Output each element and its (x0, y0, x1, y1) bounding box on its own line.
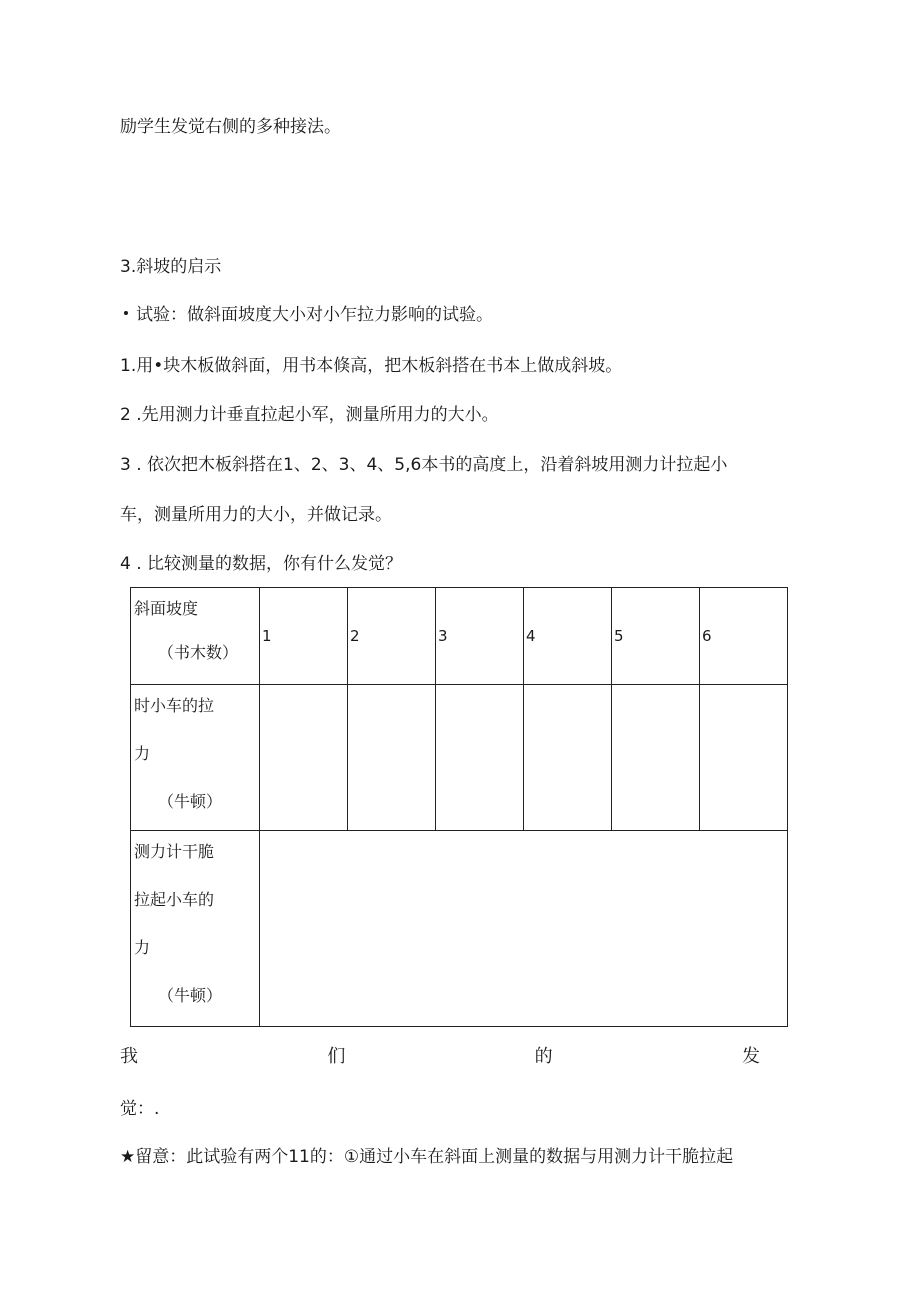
table-row (131, 831, 788, 1027)
table-row (131, 588, 788, 685)
column-header: 3 (436, 588, 524, 685)
column-header: 5 (612, 588, 700, 685)
section-heading: 3.斜坡的启示 (120, 257, 222, 277)
row-label-slope: 斜面坡度 （书木数） (131, 588, 260, 685)
table-cell (612, 685, 700, 831)
row-label-direct-force: 测力计干脆 拉起小车的 力 （牛顿） (131, 831, 260, 1027)
finding-line: 我 们 的 发 (120, 1046, 760, 1067)
bullet-icon (124, 311, 128, 315)
step-2: 2 .先用测力计垂直拉起小军，测量所用力的大小。 (120, 405, 499, 425)
step-1: 1.用•块木板做斜面，用书本倏高，把木板斜搭在书本上做成斜坡。 (120, 356, 623, 376)
finding-tail: 觉：. (120, 1099, 160, 1119)
table-cell-merged (260, 831, 788, 1027)
table-cell (524, 685, 612, 831)
step-4: 4 . 比较测量的数据，你有什么发觉？ (120, 554, 403, 574)
table-cell (436, 685, 524, 831)
table-cell (260, 685, 348, 831)
step-3-line-1: 3 . 依次把木板斜搭在1、2、3、4、5,6本书的高度上，沿着斜坡用测力计拉起小 (120, 455, 728, 475)
paragraph-intro: 励学生发觉右侧的多种接法。 (120, 117, 341, 137)
experiment-text: 试验：做斜面坡度大小对小乍拉力影响的试验。 (136, 305, 493, 325)
column-header: 1 (260, 588, 348, 685)
note-line: ★留意：此试验有两个11的：①通过小车在斜面上测量的数据与用测力计干脆拉起 (120, 1147, 734, 1167)
row-label-slope-force: 时小车的拉 力 （牛顿） (131, 685, 260, 831)
table-cell (348, 685, 436, 831)
column-header: 2 (348, 588, 436, 685)
data-table (130, 587, 788, 1027)
step-3-line-2: 车，测量所用力的大小，并做记录。 (120, 505, 392, 525)
column-header: 6 (700, 588, 788, 685)
table-row (131, 685, 788, 831)
table-cell (700, 685, 788, 831)
experiment-line (120, 300, 493, 325)
column-header: 4 (524, 588, 612, 685)
